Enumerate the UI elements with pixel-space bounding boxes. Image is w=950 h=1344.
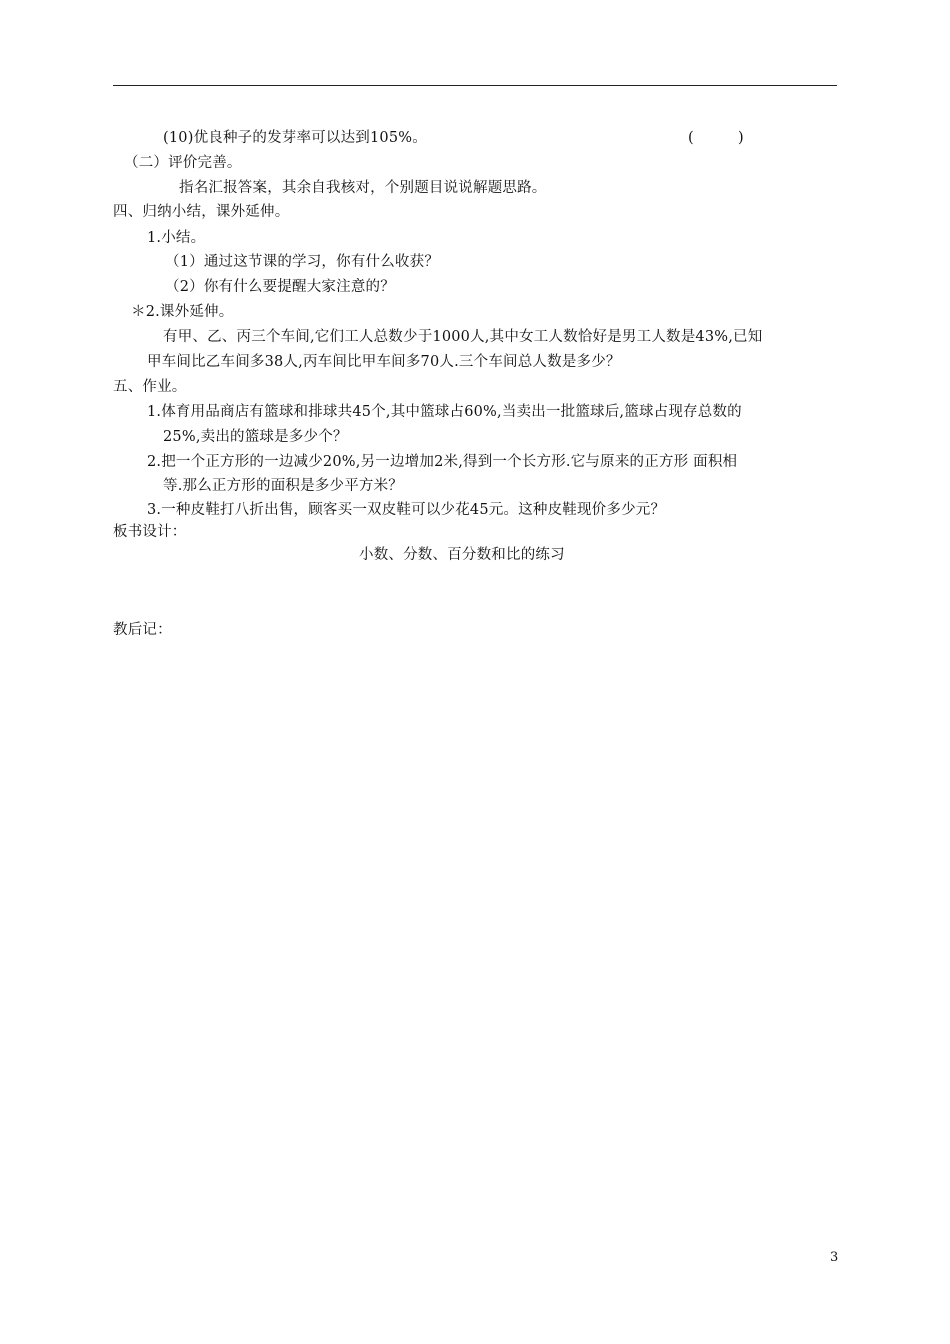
section5-heading: 五、作业。 [113, 379, 187, 395]
extension-title: ＊2.课外延伸。 [131, 304, 234, 320]
board-design-title: 小数、分数、百分数和比的练习 [359, 547, 565, 563]
answer-paren-open: ( [688, 130, 694, 146]
homework-1-line-2: 25%,卖出的篮球是多少个？ [163, 429, 348, 445]
homework-3: 3.一种皮鞋打八折出售，顾客买一双皮鞋可以少花45元。这种皮鞋现价多少元？ [147, 502, 666, 518]
summary-question-2: （2）你有什么要提醒大家注意的？ [165, 279, 395, 295]
eval-heading: （二）评价完善。 [124, 155, 242, 171]
afterword-label: 教后记： [113, 622, 172, 638]
question-10: (10)优良种子的发芽率可以达到105%。 [163, 130, 427, 146]
extension-line-2: 甲车间比乙车间多38人,丙车间比甲车间多70人.三个车间总人数是多少？ [147, 354, 621, 370]
eval-body: 指名汇报答案，其余自我核对，个别题目说说解题思路。 [179, 180, 547, 196]
extension-line-1: 有甲、乙、丙三个车间,它们工人总数少于1000人,其中女工人数恰好是男工人数是43%,已知 [163, 329, 763, 345]
homework-1-line-1: 1.体育用品商店有篮球和排球共45个,其中篮球占60%,当卖出一批篮球后,篮球占现存总数的 [147, 404, 742, 420]
homework-2-line-1: 2.把一个正方形的一边减少20%,另一边增加2米,得到一个长方形.它与原来的正方形 面积相 [147, 454, 738, 470]
page-number: 3 [830, 1250, 839, 1265]
answer-paren-close: ) [738, 130, 744, 146]
header-rule [113, 85, 837, 86]
summary-question-1: （1）通过这节课的学习，你有什么收获？ [165, 254, 440, 270]
summary-title: 1.小结。 [147, 230, 206, 246]
section4-heading: 四、归纳小结，课外延伸。 [113, 204, 290, 220]
board-design-label: 板书设计： [113, 524, 187, 540]
homework-2-line-2: 等.那么正方形的面积是多少平方米？ [163, 478, 404, 494]
